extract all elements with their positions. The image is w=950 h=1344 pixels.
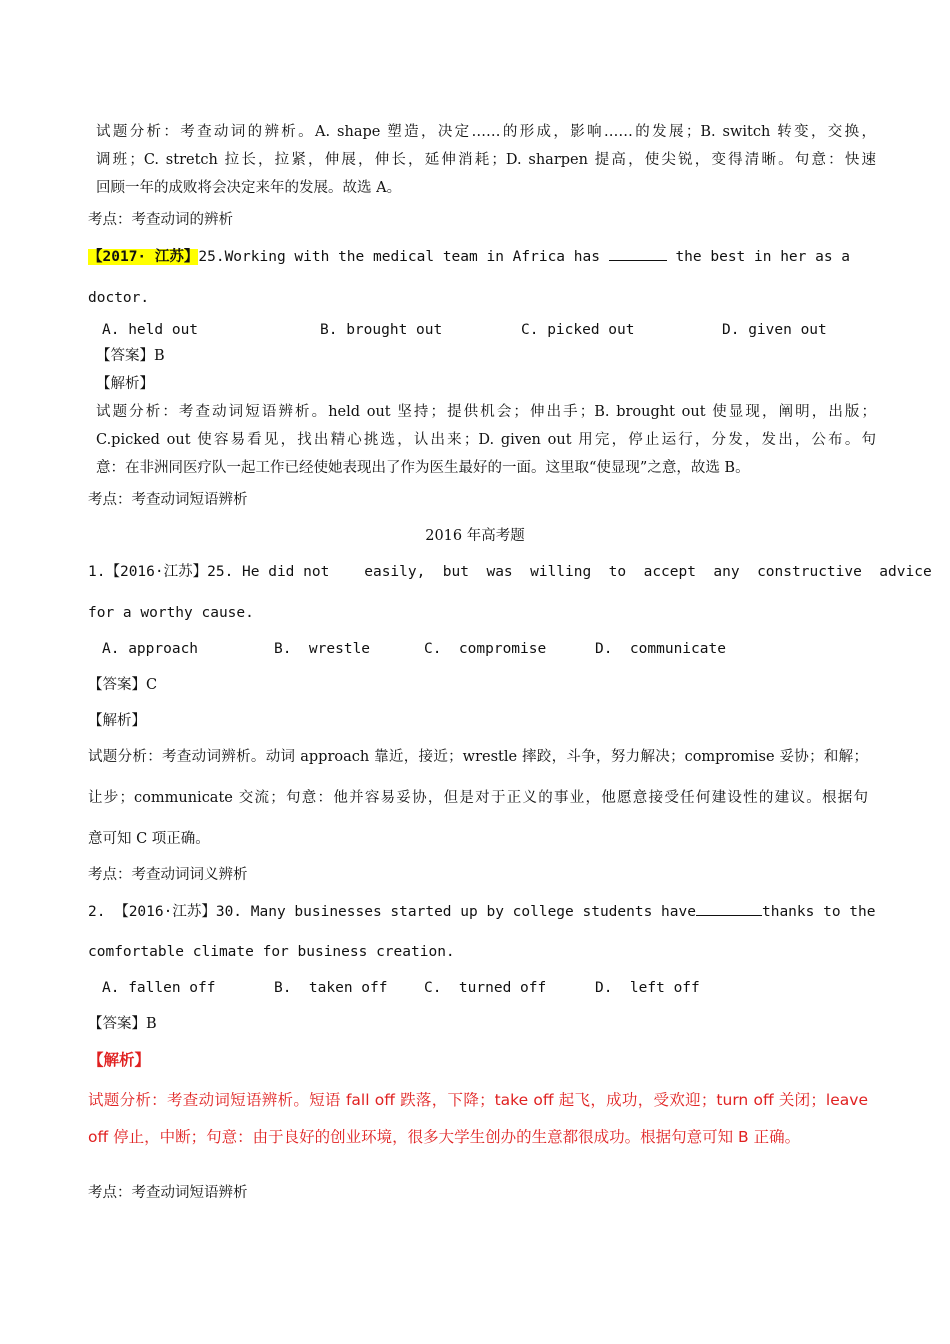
option-d: D. left off [595, 980, 700, 996]
option-c: C. picked out [521, 322, 635, 338]
answer-blank [696, 901, 762, 916]
jiexi-label: 【解析】 [88, 713, 146, 729]
stem-part: 25.Working with the medical team in Africa has [198, 249, 600, 265]
jiexi-label: 【解析】 [96, 376, 154, 392]
kaodian-label: 考点：考查动词短语辨析 [88, 1185, 248, 1201]
kaodian-label: 考点：考查动词的辨析 [88, 212, 233, 228]
analysis-line: 调班；C. stretch 拉长，拉紧，伸展，伸长，延伸消耗；D. sharpen 提高，使尖锐，变得清晰。句意：快速 [96, 152, 876, 168]
analysis-line: C.picked out 使容易看见，找出精心挑选，认出来；D. given out 用完，停止运行，分发，发出，公布。句 [96, 432, 876, 448]
option-a: A. held out [102, 322, 199, 338]
kaodian-label: 考点：考查动词短语辨析 [88, 492, 248, 508]
answer-label: 【答案】B [96, 348, 165, 364]
analysis-line: 意可知 C 项正确。 [88, 831, 210, 847]
answer-blank [609, 246, 667, 261]
option-a: A. fallen off [102, 980, 216, 996]
question-stem-2 [88, 901, 876, 922]
option-d: D. communicate [595, 641, 726, 657]
option-d: D. given out [722, 322, 827, 338]
option-a: A. approach [102, 641, 199, 657]
analysis-line: 试题分析：考查动词短语辨析。held out 坚持；提供机会；伸出手；B. brought out 使显现，阐明，出版； [96, 404, 876, 420]
jiexi-label: 【解析】 [88, 1051, 151, 1069]
kaodian-label: 考点：考查动词词义辨析 [88, 867, 248, 883]
option-c: C. turned off [424, 980, 547, 996]
stem-part: the best in her as a [675, 249, 851, 265]
analysis-line: off 停止，中断；句意：由于良好的创业环境，很多大学生创办的生意都很成功。根据句意可知 B 正确。 [88, 1128, 801, 1146]
question-stem-line2: comfortable climate for business creation. [88, 944, 455, 960]
analysis-line: 意：在非洲同医疗队一起工作已经使她表现出了作为医生最好的一面。这里取“使显现”之意，故选 B。 [96, 460, 750, 476]
option-c: C. compromise [424, 641, 547, 657]
stem-part: thanks to the [761, 904, 876, 920]
question-stem-line2: for a worthy cause. [88, 605, 254, 621]
question-stem-line2: doctor. [88, 290, 150, 306]
option-b: B. taken off [274, 980, 388, 996]
analysis-line: 让步；communicate 交流；句意：他并容易妥协，但是对于正义的事业，他愿意接受任何建设性的建议。根据句 [88, 790, 868, 806]
question-stem-1: 1.【2016·江苏】25. He did not easily, but was willing to accept any constructive advice [88, 564, 932, 580]
option-b: B. brought out [320, 322, 443, 338]
stem-part: 2. 【2016·江苏】30. Many businesses started up by college students have [88, 904, 696, 920]
option-b: B. wrestle [274, 641, 371, 657]
answer-label: 【答案】B [88, 1016, 157, 1032]
answer-label: 【答案】C [88, 677, 158, 693]
analysis-line: 试题分析：考查动词辨析。动词 approach 靠近，接近；wrestle 摔跤，斗争，努力解决；compromise 妥协；和解； [88, 749, 868, 765]
analysis-line: 回顾一年的成败将会决定来年的发展。故选 A。 [96, 180, 402, 196]
analysis-line: 试题分析：考查动词的辨析。A. shape 塑造，决定……的形成，影响……的发展；B. switch 转变，交换， [96, 124, 876, 140]
source-tag: 【2017· 江苏】 [88, 249, 199, 265]
question-stem-2017 [88, 246, 868, 267]
analysis-line: 试题分析：考查动词短语辨析。短语 fall off 跌落，下降；take off 起飞，成功，受欢迎；turn off 关闭；leave [88, 1091, 868, 1109]
section-title: 2016 年高考题 [425, 528, 525, 544]
